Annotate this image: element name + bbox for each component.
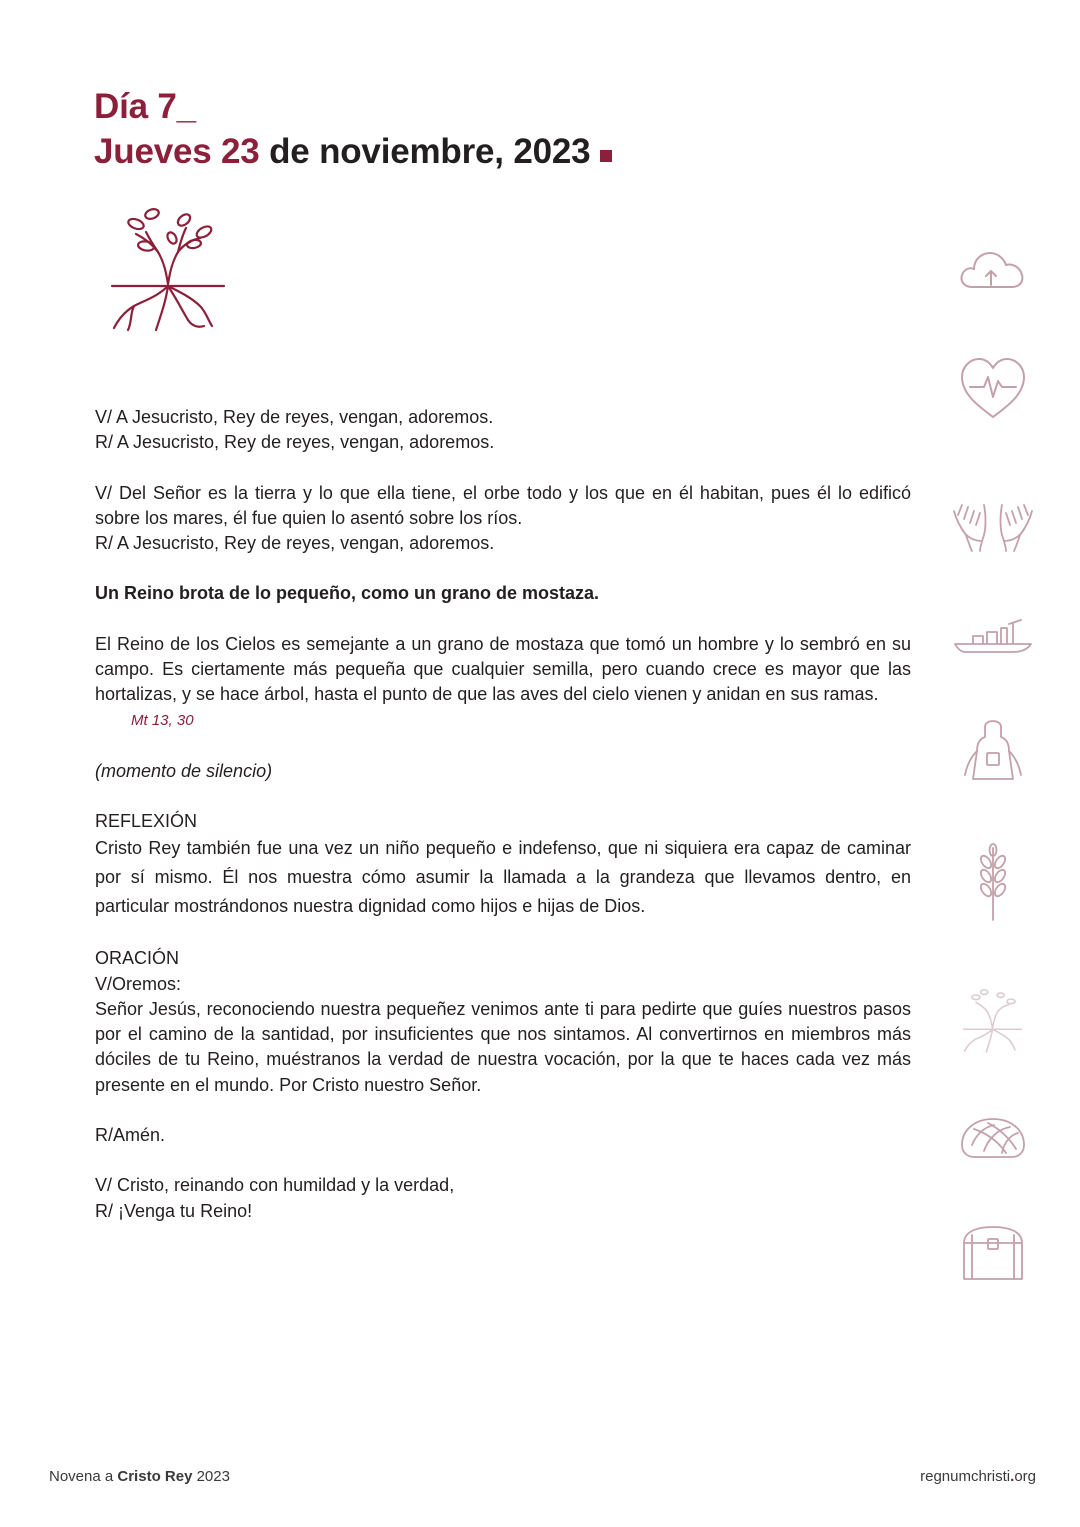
heart-pulse-icon	[945, 348, 1040, 428]
antiphon-v: V/ A Jesucristo, Rey de reyes, vengan, adoremos.	[95, 407, 494, 427]
footer-title	[49, 1468, 230, 1485]
prayer-intro: V/Oremos:	[95, 973, 182, 994]
prayer-content	[95, 405, 911, 1224]
amen: R/Amén.	[95, 1125, 166, 1146]
day-number: 23	[221, 132, 260, 171]
date-line	[94, 129, 612, 174]
weekday: Jueves	[94, 132, 212, 171]
open-hands-icon	[945, 480, 1040, 560]
page-title	[94, 84, 612, 174]
site-name: regnumchristi	[920, 1468, 1011, 1485]
footer-prefix: Novena a	[49, 1468, 114, 1485]
scripture-quote: El Reino de los Cielos es semejante a un grano de mostaza que tomó un hombre y lo sembró en su campo. Es ciertamente más pequeña que cualquier semilla, pero cuando crece es mayor que las hortalizas, y se hace árbol, hasta el punto de que las aves del cielo vienen y anidan en sus ramas.	[95, 633, 911, 705]
site-tld: org	[1014, 1468, 1036, 1485]
site-dot: .	[1010, 1468, 1015, 1485]
treasure-chest-icon	[945, 1212, 1040, 1292]
wheat-icon	[945, 842, 1040, 922]
closing-v: V/ Cristo, reinando con humildad y la verdad,	[95, 1175, 455, 1196]
theme-heading: Un Reino brota de lo pequeño, como un grano de mostaza.	[95, 583, 600, 604]
psalm-r: R/ A Jesucristo, Rey de reyes, vengan, adoremos.	[95, 533, 495, 554]
date-rest: de noviembre, 2023	[269, 132, 591, 171]
tree-with-roots-icon	[945, 980, 1040, 1060]
boat-icon	[945, 596, 1040, 676]
closing-r: R/ ¡Venga tu Reino!	[95, 1200, 253, 1221]
bread-icon	[945, 1098, 1040, 1178]
square-bullet-icon	[600, 150, 612, 162]
footer-year: 2023	[196, 1468, 230, 1485]
cloud-upload-icon	[945, 230, 1040, 310]
antiphon-r: R/ A Jesucristo, Rey de reyes, vengan, adoremos.	[95, 432, 495, 453]
tree-with-roots-icon	[108, 202, 230, 334]
silence-note: (momento de silencio)	[95, 760, 273, 781]
reflection-heading: REFLEXIÓN	[95, 810, 198, 831]
day-label: Día 7	[94, 87, 177, 126]
footer-bold: Cristo Rey	[117, 1468, 193, 1485]
day-suffix: _	[176, 87, 196, 126]
footer-website[interactable]	[920, 1468, 1036, 1485]
day-label-line	[94, 84, 612, 129]
prayer-text: Señor Jesús, reconociendo nuestra pequeñez venimos ante ti para pedirte que guíes nuestros pasos por el camino de la santidad, por insuficientes que nos sintamos. Al convertirnos en miembros más dóciles de tu Reino, muéstranos la verdad de nuestra vocación, por la que te haces cada vez más presente en el mundo. Por Cristo nuestro Señor.	[95, 998, 911, 1095]
psalm-v: V/ Del Señor es la tierra y lo que ella tiene, el orbe todo y los que en él habitan, pues él lo edificó sobre los mares, él fue quien lo asentó sobre los ríos.	[95, 482, 911, 528]
reflection-text: Cristo Rey también fue una vez un niño pequeño e indefenso, que ni siquiera era capaz de caminar por sí mismo. Él nos muestra cómo asumir la llamada a la grandeza que llevamos dentro, en particular mostrándonos nuestra dignidad como hijos e hijas de Dios.	[95, 838, 911, 917]
apron-icon	[945, 708, 1040, 788]
scripture-reference: Mt 13, 30	[131, 711, 194, 729]
prayer-heading: ORACIÓN	[95, 948, 180, 969]
